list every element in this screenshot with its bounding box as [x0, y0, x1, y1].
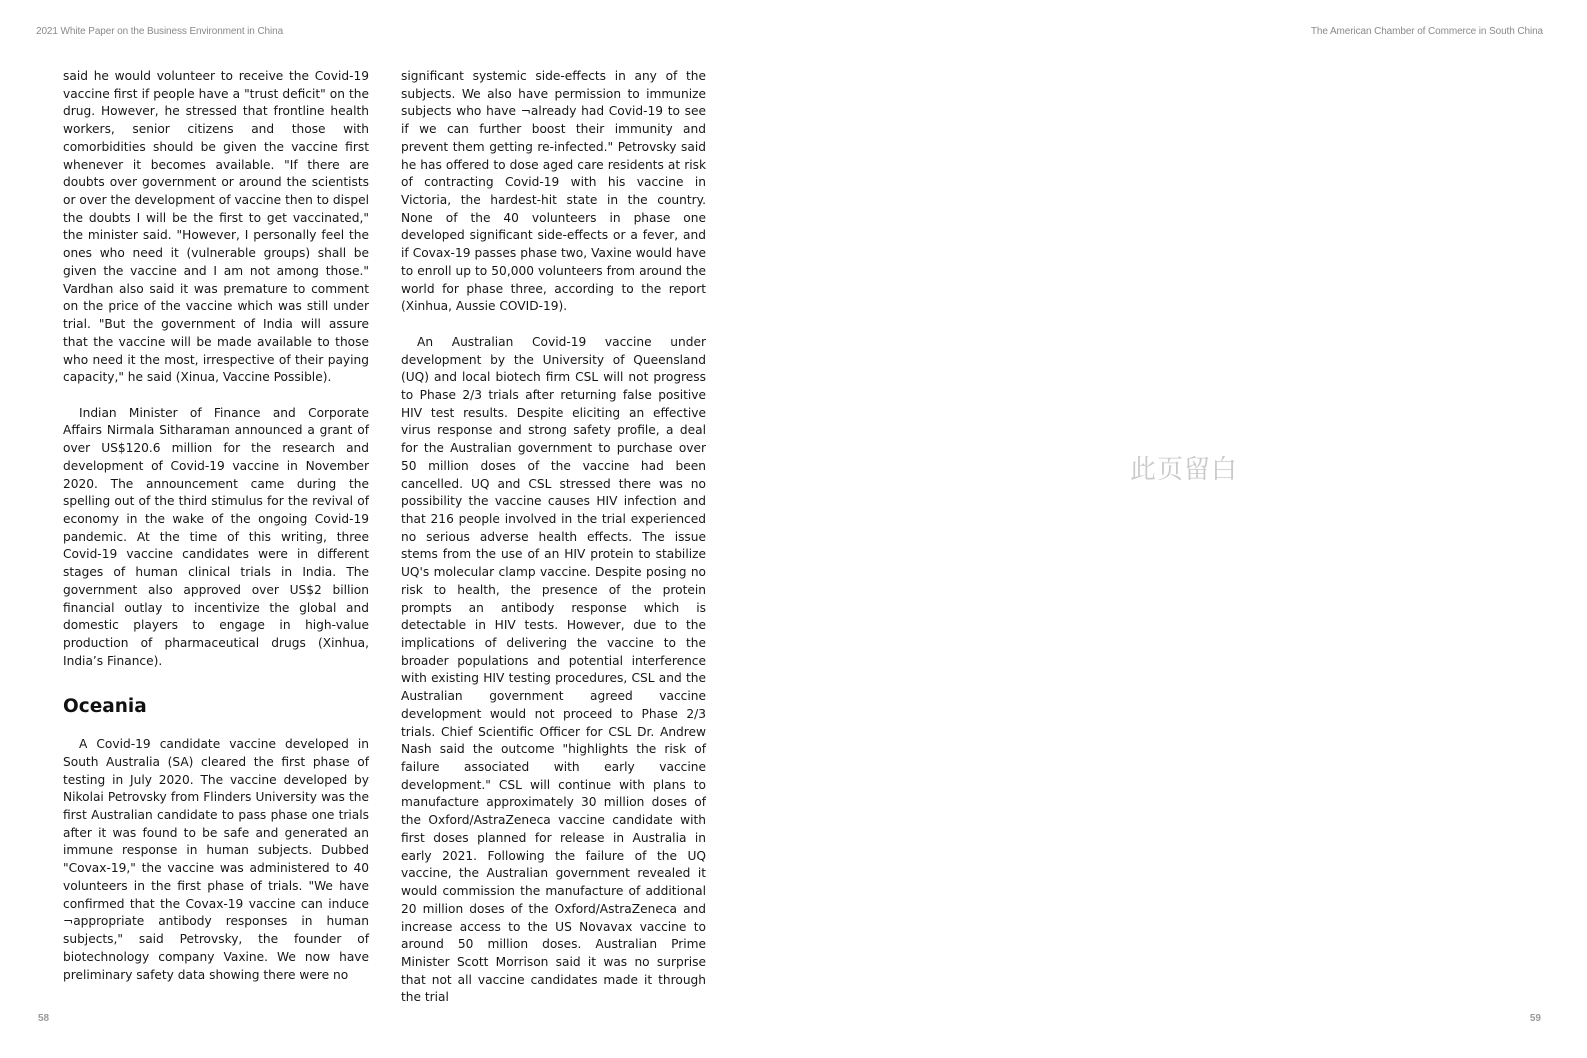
running-header-right: The American Chamber of Commerce in South China [1310, 26, 1543, 37]
paragraph-india-finance: Indian Minister of Finance and Corporate Affairs Nirmala Sitharaman announced a grant of over US$120.6 million for the research and development of Covid-19 vaccine in November 2020. The announcement came during the spelling out of the third stimulus for the revival of economy in the wake of the ongoing Covid-19 pandemic. At the time of this writing, three Covid-19 vaccine candidates were in different stages of human clinical trials in India. The government also approved over US$2 billion financial outlay to incentivize the global and domestic players to engage in high-value production of pharmaceutical drugs (Xinhua, India’s Finance). [63, 405, 369, 668]
paragraph-vardhan-vaccine: said he would volunteer to receive the Covid-19 vaccine first if people have a "trust deficit" on the drug. However, he stressed that frontline health workers, senior citizens and those with comorbidities should be given the vaccine first whenever it becomes available. "If there are doubts over government or around the scientists or over the development of vaccine then to dispel the doubts I will be the first to get vaccinated," the minister said. "However, I personally feel the ones who need it (vulnerable groups) shall be given the vaccine and I am not among those." Vardhan also said it was premature to comment on the price of the vaccine which was still under trial. "But the government of India will assure that the vaccine will be made available to those who need it the most, irrespective of their paying capacity," he said (Xinua, Vaccine Possible). [63, 69, 369, 385]
left-text-column [63, 68, 369, 984]
section-heading-oceania: Oceania [63, 696, 147, 718]
paragraph-covax-19: A Covid-19 candidate vaccine developed in South Australia (SA) cleared the first phase of testing in July 2020. The vaccine developed by Nikolai Petrovsky from Flinders University was the first Australian candidate to pass phase one trials after it was found to be safe and generated an immune response in human subjects. Dubbed "Covax-19," the vaccine was administered to 40 volunteers in the first phase of trials. "We have confirmed that the Covax-19 vaccine can induce ¬appropriate antibody responses in human subjects," said Petrovsky, the founder of biotechnology company Vaxine. We now have preliminary safety data showing there were no [63, 737, 369, 982]
paragraph-covax-19-continued: significant systemic side-effects in any of the subjects. We also have permission to immunize subjects who have ¬already had Covid-19 to see if we can further boost their immunity and prevent them getting re-infected." Petrovsky said he has offered to dose aged care residents at risk of contracting Covid-19 with his vaccine in Victoria, the hardest-hit state in the country. None of the 40 volunteers in phase one developed significant side-effects or a fever, and if Covax-19 passes phase two, Vaxine would have to enroll up to 50,000 volunteers from around the world for phase three, according to the report (Xinhua, Aussie COVID-19). [401, 69, 706, 314]
paragraph-uq-csl-vaccine: An Australian Covid-19 vaccine under development by the University of Queensland (UQ) and local biotech firm CSL will not progress to Phase 2/3 trials after returning false positive HIV test results. Despite eliciting an effective virus response and strong safety profile, a deal for the Australian government to purchase over 50 million doses of the vaccine had been cancelled. UQ and CSL stressed there was no possibility the vaccine causes HIV infection and that 216 people involved in the trial experienced no serious adverse health effects. The issue stems from the use of an HIV protein to stabilize UQ's molecular clamp vaccine. Despite posing no risk to health, the presence of the protein prompts an antibody response which is detectable in HIV tests. However, due to the implications of delivering the vaccine to the broader populations and potential interference with existing HIV testing procedures, CSL and the Australian government agreed vaccine development would not proceed to Phase 2/3 trials. Chief Scientific Officer for CSL Dr. Andrew Nash said the outcome "highlights the risk of failure associated with early vaccine development." CSL will continue with plans to manufacture approximately 30 million doses of the Oxford/AstraZeneca vaccine candidate with first doses planned for release in Australia in early 2021. Following the failure of the UQ vaccine, the Australian government revealed it would commission the manufacture of additional 20 million doses of the Oxford/AstraZeneca and increase access to the US Novavax vaccine to around 50 million doses. Australian Prime Minister Scott Morrison said it was no surprise that not all vaccine candidates made it through the trial [401, 334, 706, 1005]
blank-page-note: 此页留白 [1130, 455, 1239, 485]
running-header-left: 2021 White Paper on the Business Environment in China [36, 26, 284, 37]
page-number-right: 59 [1529, 1013, 1541, 1024]
page-number-left: 58 [38, 1013, 50, 1024]
right-text-column [401, 68, 706, 1007]
